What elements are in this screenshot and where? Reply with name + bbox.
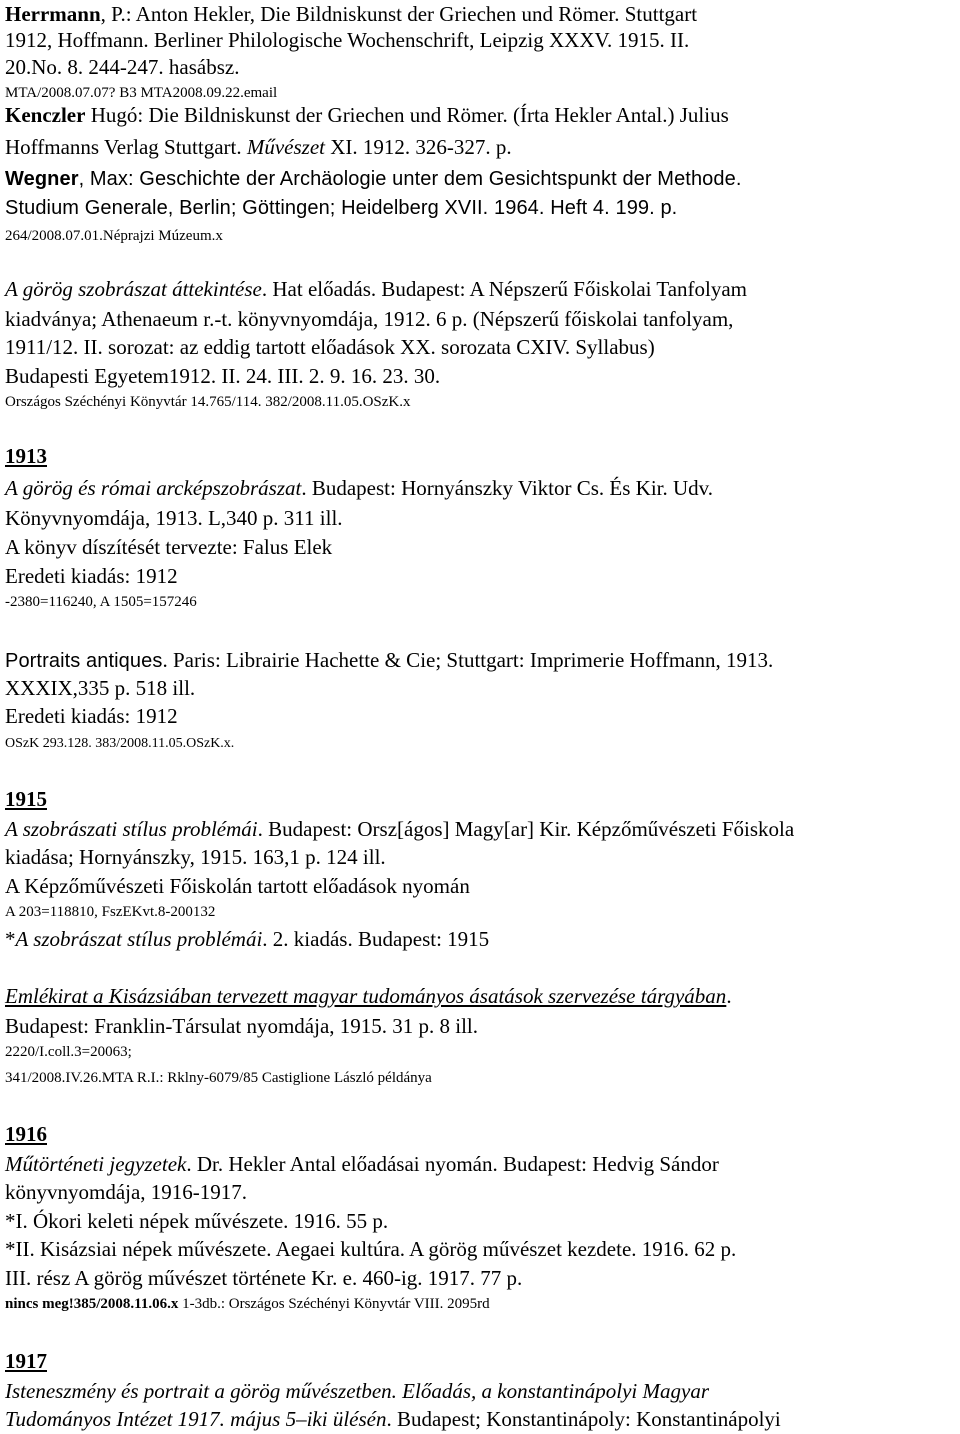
entry-stilus-line-3: A Képzőművészeti Főiskolán tartott előadások nyomán — [5, 874, 470, 898]
year-heading-1913: 1913 — [5, 444, 47, 468]
entry-emlekirat-signature-1: 2220/I.coll.3=20063; — [5, 1044, 132, 1060]
entry-stilus-line-2: kiadása; Hornyánszky, 1915. 163,1 p. 124 ill. — [5, 845, 386, 869]
entry-wegner-signature: 264/2008.07.01.Néprajzi Múzeum.x — [5, 228, 223, 244]
lecture-title: Isteneszmény és portrait a görög művészetben. Előadás, a konstantinápolyi Magyar — [5, 1379, 709, 1403]
entry-kenczler-line-2: Hoffmanns Verlag Stuttgart. Művészet XI. 1912. 326-327. p. — [5, 135, 512, 159]
entry-herrmann-signature: MTA/2008.07.07? B3 MTA2008.09.22.email — [5, 85, 278, 101]
entry-portraits-line-3: Eredeti kiadás: 1912 — [5, 704, 178, 728]
lecture-title-continued: Tudományos Intézet 1917. május 5–iki ülésén — [5, 1407, 387, 1431]
entry-herrmann-line-1: Herrmann, P.: Anton Hekler, Die Bildniskunst der Griechen und Römer. Stuttgart — [5, 2, 698, 26]
entry-jegyzetek-line-1: Műtörténeti jegyzetek. Dr. Hekler Antal előadásai nyomán. Budapest: Hedvig Sándor — [5, 1152, 719, 1176]
entry-jegyzetek-line-2: könyvnyomdája, 1916-1917. — [5, 1180, 248, 1204]
entry-szobraszat-line-4: Budapesti Egyetem1912. II. 24. III. 2. 9. 16. 23. 30. — [5, 364, 441, 388]
entry-jegyzetek-line-5: III. rész A görög művészet története Kr. e. 460-ig. 1917. 77 p. — [5, 1266, 523, 1290]
journal-title: Művészet — [246, 135, 325, 159]
book-title: A szobrászati stílus problémái — [5, 817, 258, 841]
book-title: Műtörténeti jegyzetek — [5, 1152, 187, 1176]
book-title: Emlékirat a Kisázsiában tervezett magyar tudományos ásatások szervezése tárgyában — [5, 984, 727, 1008]
book-title: Portraits antiques — [5, 650, 163, 672]
entry-emlekirat-line-2: Budapest: Franklin-Társulat nyomdája, 1915. 31 p. 8 ill. — [5, 1014, 479, 1038]
entry-arckep-line-2: Könyvnyomdája, 1913. L,340 p. 311 ill. — [5, 506, 343, 530]
entry-emlekirat-signature-2: 341/2008.IV.26.MTA R.I.: Rklny-6079/85 Castiglione László példánya — [5, 1070, 432, 1086]
entry-stilus-line-1: A szobrászati stílus problémái. Budapest: Orsz[ágos] Magy[ar] Kir. Képzőművészeti Főiskola — [5, 817, 795, 841]
entry-jegyzetek-line-3: *I. Ókori keleti népek művészete. 1916. 55 p. — [5, 1209, 389, 1233]
year-heading-1917: 1917 — [5, 1349, 47, 1373]
entry-arckep-signature: -2380=116240, A 1505=157246 — [5, 594, 197, 610]
year-heading-1915: 1915 — [5, 787, 47, 811]
entry-portraits-line-1: Portraits antiques. Paris: Librairie Hachette & Cie; Stuttgart: Imprimerie Hoffmann, 1913. — [5, 648, 774, 672]
entry-portraits-line-2: XXXIX,335 p. 518 ill. — [5, 676, 196, 700]
entry-herrmann-line-2: 1912, Hoffmann. Berliner Philologische Wochenschrift, Leipzig XXXV. 1915. II. — [5, 28, 690, 52]
entry-portraits-signature: OSzK 293.128. 383/2008.11.05.OSzK.x. — [5, 736, 235, 751]
author-name: Kenczler — [5, 103, 86, 127]
entry-herrmann-line-3: 20.No. 8. 244-247. hasábsz. — [5, 55, 240, 79]
entry-isteneszmeny-line-1 — [5, 1381, 709, 1402]
book-title: A görög és római arcképszobrászat — [5, 476, 302, 500]
missing-note: nincs meg!385/2008.11.06.x — [5, 1296, 179, 1312]
entry-szobraszat-line-1: A görög szobrászat áttekintése. Hat előadás. Budapest: A Népszerű Főiskolai Tanfolyam — [5, 277, 748, 301]
entry-arckep-line-4: Eredeti kiadás: 1912 — [5, 564, 178, 588]
entry-arckep-line-1: A görög és római arcképszobrászat. Budapest: Hornyánszky Viktor Cs. És Kir. Udv. — [5, 476, 714, 500]
entry-szobraszat-signature: Országos Széchényi Könyvtár 14.765/114. 382/2008.11.05.OSzK.x — [5, 394, 411, 410]
entry-szobraszat-line-3: 1911/12. II. sorozat: az eddig tartott előadások XX. sorozata CXIV. Syllabus) — [5, 335, 655, 359]
entry-stilus-signature: A 203=118810, FszEKvt.8-200132 — [5, 904, 216, 920]
entry-jegyzetek-line-4: *II. Kisázsiai népek művészete. Aegaei kultúra. A görög művészet kezdete. 1916. 62 p. — [5, 1237, 737, 1261]
entry-szobraszat-line-2: kiadványa; Athenaeum r.-t. könyvnyomdája, 1912. 6 p. (Népszerű főiskolai tanfolyam, — [5, 307, 734, 331]
entry-kenczler-line-1: Kenczler Hugó: Die Bildniskunst der Griechen und Römer. (Írta Hekler Antal.) Julius — [5, 103, 729, 127]
entry-arckep-line-3: A könyv díszítését tervezte: Falus Elek — [5, 535, 333, 559]
author-name: Herrmann — [5, 2, 101, 26]
book-title: A görög szobrászat áttekintése — [5, 277, 262, 301]
author-name: Wegner — [5, 168, 79, 190]
book-title: A szobrászat stílus problémái — [15, 927, 263, 951]
entry-jegyzetek-signature: nincs meg!385/2008.11.06.x 1-3db.: Országos Széchényi Könyvtár VIII. 2095rd — [5, 1296, 490, 1312]
year-heading-1916: 1916 — [5, 1122, 47, 1146]
entry-isteneszmeny-line-2: Tudományos Intézet 1917. május 5–iki ülésén. Budapest; Konstantinápoly: Konstantinápolyi — [5, 1407, 781, 1431]
entry-wegner-line-2: Studium Generale, Berlin; Göttingen; Heidelberg XVII. 1964. Heft 4. 199. p. — [5, 197, 678, 219]
entry-emlekirat-line-1: Emlékirat a Kisázsiában tervezett magyar tudományos ásatások szervezése tárgyában. — [5, 984, 732, 1008]
entry-wegner-line-1: Wegner, Max: Geschichte der Archäologie unter dem Gesichtspunkt der Methode. — [5, 168, 742, 190]
entry-stilus-line-5: *A szobrászat stílus problémái. 2. kiadás. Budapest: 1915 — [5, 927, 490, 951]
